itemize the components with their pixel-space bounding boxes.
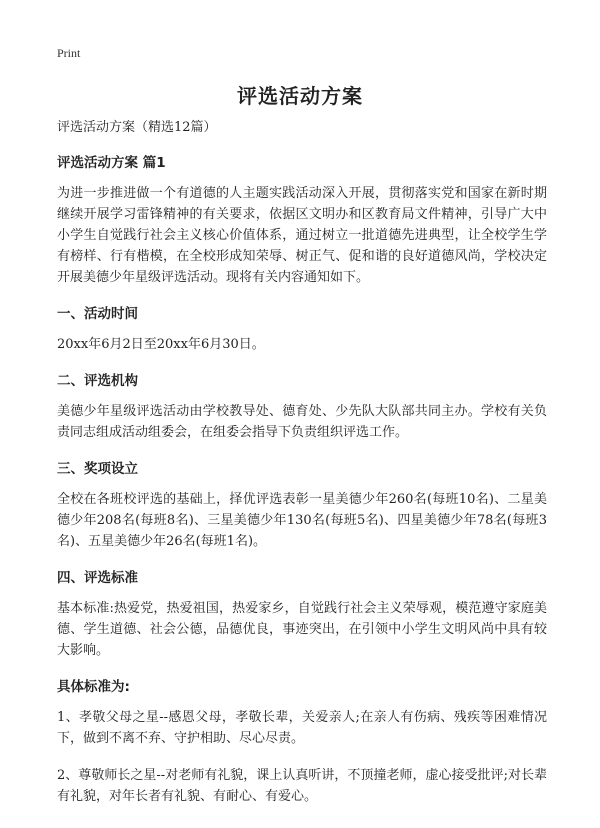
section-title: 评选活动方案 篇1 [57,155,166,171]
heading-criteria: 四、评选标准 [57,570,138,586]
heading-organizer: 二、评选机构 [57,373,138,389]
organizer-text: 美德少年星级评选活动由学校教导处、德育处、少先队大队部共同主办。学校有关负责同志组成活动组委会，在组委会指导下负责组织评选工作。 [57,404,547,440]
awards-text: 全校在各班校评选的基础上，择优评选表彰一星美德少年260名(每班10名)、二星美德少年208名(每班8名)、三星美德少年130名(每班5名)、四星美德少年78名(每班3名)、五星美德少年26名(每班1名)。 [57,492,547,549]
heading-awards: 三、奖项设立 [57,461,138,477]
document-subtitle: 评选活动方案（精选12篇） [57,120,217,135]
criteria-text: 基本标准:热爱党，热爱祖国，热爱家乡，自觉践行社会主义荣辱观，模范遵守家庭美德、学生道德、社会公德，品德优良，事迹突出，在引领中小学生文明风尚中具有较大影响。 [57,601,547,658]
heading-activity-time: 一、活动时间 [57,306,138,322]
criteria-item-1: 1、孝敬父母之星--感恩父母，孝敬长辈，关爱亲人;在亲人有伤病、残疾等困难情况下，做到不离不弃、守护相助、尽心尽责。 [57,710,547,746]
document-body [57,118,547,823]
print-label[interactable]: Print [57,46,81,60]
activity-time-text: 20xx年6月2日至20xx年6月30日。 [57,337,265,352]
criteria-item-2: 2、尊敬师长之星--对老师有礼貌，课上认真听讲，不顶撞老师，虚心接受批评;对长辈有礼貌，对年长者有礼貌、有耐心、有爱心。 [57,768,547,804]
page-title: 评选活动方案 [237,84,363,108]
intro-paragraph: 为进一步推进做一个有道德的人主题实践活动深入开展，贯彻落实党和国家在新时期继续开展学习雷锋精神的有关要求，依据区文明办和区教育局文件精神，引导广大中小学生自觉践行社会主义核心价值体系，通过树立一批道德先进典型，让全校学生学有榜样、行有楷模，在全校形成知荣辱、树正气、促和谐的良好道德风尚，学校决定开展美德少年星级评选活动。现将有关内容通知如下。 [57,186,547,285]
heading-specific-criteria: 具体标准为: [57,679,130,695]
